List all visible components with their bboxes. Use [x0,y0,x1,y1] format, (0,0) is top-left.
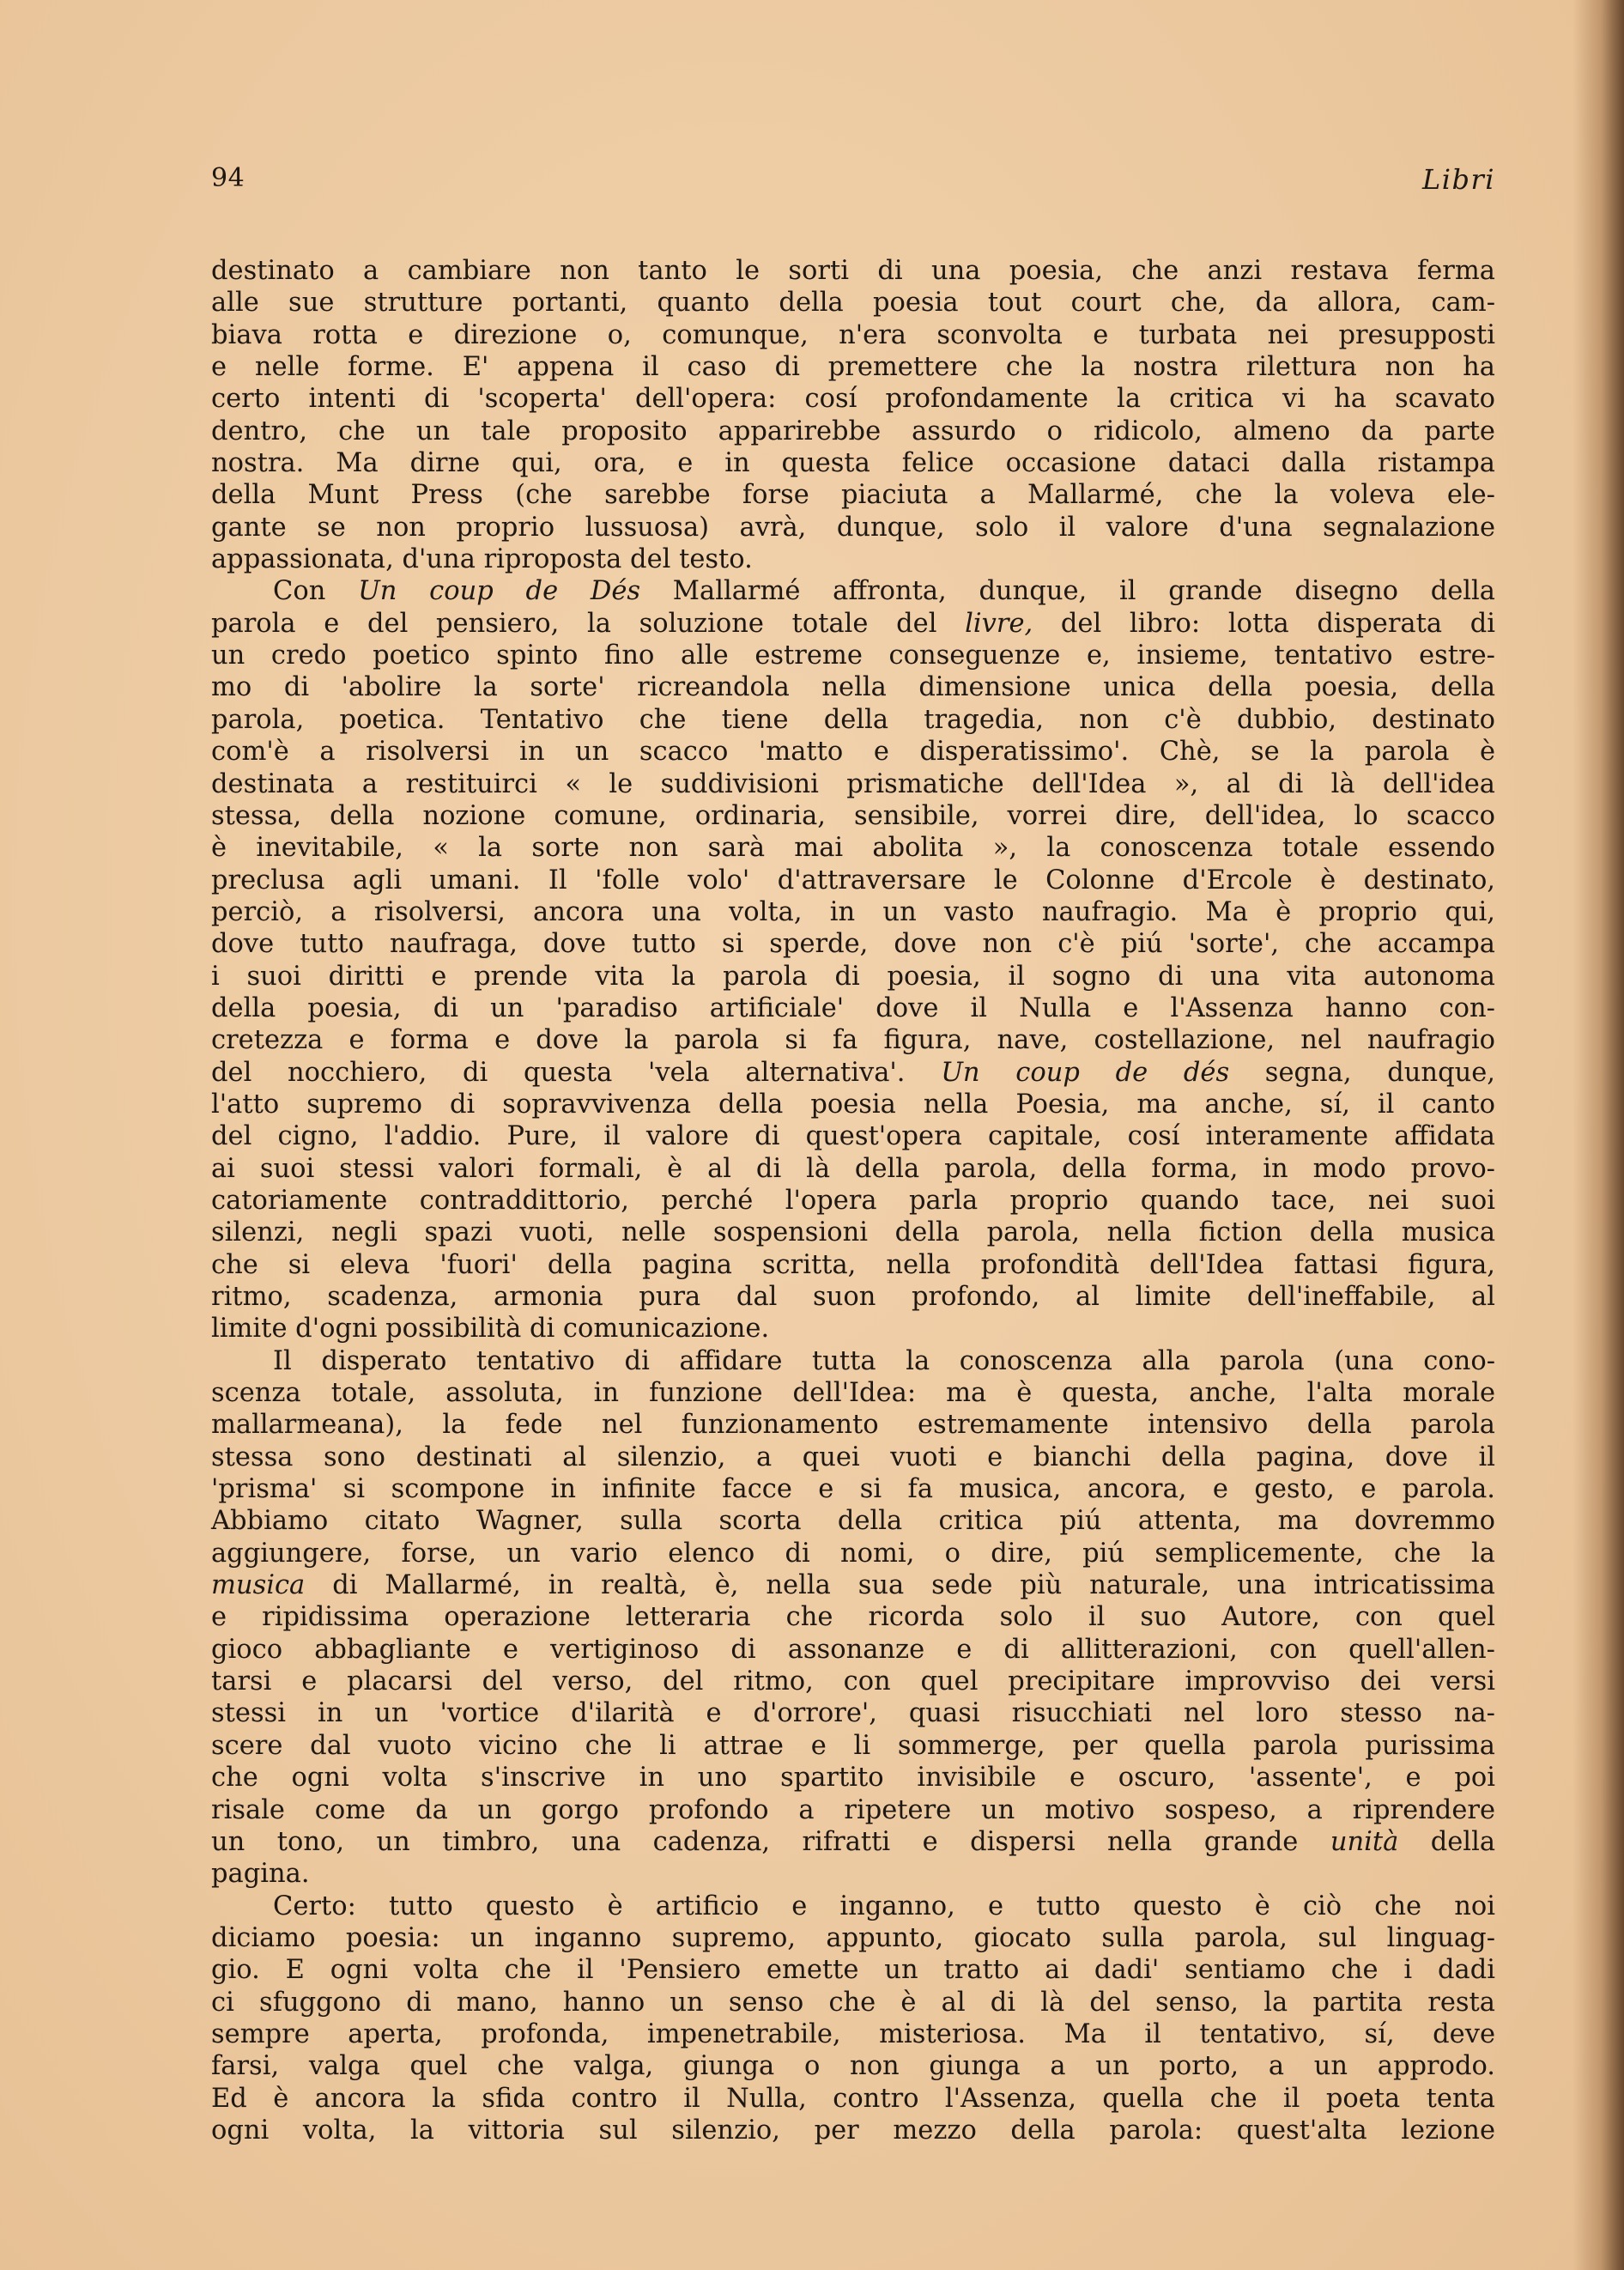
page-spine-shadow [1572,0,1624,2270]
text-line [211,447,1495,479]
text-line [211,896,1495,928]
text-line [211,1377,1495,1409]
text-line [211,1505,1495,1537]
italic-text: Un coup de dés [941,1057,1230,1088]
text-segment: sempre aperta, profonda, impenetrabile, misteriosa. Ma il tentativo, sí, deve [211,2018,1495,2049]
text-line [211,992,1495,1024]
text-segment: stessa, della nozione comune, ordinaria, sensibile, vorrei dire, dell'idea, lo scacco [211,800,1495,831]
text-segment: che si eleva 'fuori' della pagina scritta, nella profondità dell'Idea fattasi figura, [211,1249,1495,1280]
text-segment: segna, dunque, [1229,1057,1495,1088]
page-number: 94 [211,163,245,193]
text-line [211,1826,1495,1858]
text-line [211,1153,1495,1185]
text-segment: del libro: lotta disperata di [1033,608,1495,639]
text-line [211,255,1495,287]
body-text [211,255,1495,2146]
text-line [211,543,1495,575]
text-segment: gioco abbagliante e vertiginoso di assonanze e di allitterazioni, con quell'allen- [211,1634,1495,1665]
text-segment: ogni volta, la vittoria sul silenzio, per mezzo della parola: quest'alta lezione [211,2115,1495,2146]
text-segment: com'è a risolversi in un scacco 'matto e disperatissimo'. Chè, se la parola è [211,737,1495,768]
text-segment: Mallarmé affronta, dunque, il grande disegno della [640,576,1495,607]
text-line [211,704,1495,736]
text-segment: Il disperato tentativo di affidare tutta la conoscenza alla parola (una cono- [273,1345,1495,1376]
text-segment: dove tutto naufraga, dove tutto si sperde, dove non c'è piú 'sorte', che accampa [211,929,1495,960]
text-line [211,1057,1495,1089]
text-line [211,1858,1495,1890]
text-line [211,1538,1495,1569]
text-segment: ai suoi stessi valori formali, è al di là della parola, della forma, in modo provo- [211,1153,1495,1184]
text-line [211,2018,1495,2050]
text-line [211,1313,1495,1344]
text-segment: parola e del pensiero, la soluzione totale del [211,608,966,639]
text-line [211,383,1495,415]
text-line [211,800,1495,832]
text-segment: gante se non proprio lussuosa) avrà, dunque, solo il valore d'una segnalazione [211,512,1495,543]
text-line [211,1794,1495,1826]
text-segment: e nelle forme. E' appena il caso di premettere che la nostra rilettura non ha [211,352,1495,383]
text-segment: che ogni volta s'inscrive in uno spartito invisibile e oscuro, 'assente', e poi [211,1763,1495,1794]
text-segment: parola, poetica. Tentativo che tiene della tragedia, non c'è dubbio, destinato [211,704,1495,735]
text-segment: della poesia, di un 'paradiso artificiale' dove il Nulla e l'Assenza hanno con- [211,992,1495,1023]
text-segment: mallarmeana), la fede nel funzionamento estremamente intensivo della parola [211,1410,1495,1441]
italic-text: unità [1330,1826,1399,1857]
text-segment: certo intenti di 'scoperta' dell'opera: cosí profondamente la critica vi ha scavato [211,384,1495,415]
text-segment: ritmo, scadenza, armonia pura dal suon profondo, al limite dell'ineffabile, al [211,1282,1495,1312]
text-segment: pagina. [211,1859,310,1890]
text-line [211,1666,1495,1697]
text-segment: 'prisma' si scompone in infinite facce e si fa musica, ancora, e gesto, e parola. [211,1474,1495,1505]
text-segment: della Munt Press (che sarebbe forse piaciuta a Mallarmé, che la voleva ele- [211,480,1495,511]
text-segment: gio. E ogni volta che il 'Pensiero emette un tratto ai dadi' sentiamo che i dadi [211,1955,1495,1986]
text-line [211,1634,1495,1666]
italic-text: Un coup de Dés [358,576,641,607]
text-line [211,1120,1495,1152]
text-line [211,1442,1495,1473]
text-segment: Certo: tutto questo è artificio e inganno, e tutto questo è ciò che noi [273,1891,1495,1921]
text-line [211,479,1495,511]
text-line [211,1345,1495,1377]
text-segment: di Mallarmé, in realtà, è, nella sua sede più naturale, una intricatissima [305,1570,1495,1601]
text-segment: appassionata, d'una riproposta del testo. [211,544,753,575]
text-segment: è inevitabile, « la sorte non sarà mai abolita », la conoscenza totale essendo [211,833,1495,864]
text-line [211,1922,1495,1954]
text-segment: cretezza e forma e dove la parola si fa figura, nave, costellazione, nel naufragio [211,1025,1495,1056]
text-line [211,1762,1495,1794]
text-line [211,1024,1495,1056]
text-line [211,928,1495,960]
text-segment: preclusa agli umani. Il 'folle volo' d'attraversare le Colonne d'Ercole è destinato, [211,865,1495,895]
italic-text: musica [211,1570,306,1601]
text-segment: ci sfuggono di mano, hanno un senso che è al di là del senso, la partita resta [211,1987,1495,2018]
text-line [211,1697,1495,1729]
text-segment: destinata a restituirci « le suddivisioni prismatiche dell'Idea », al di là dell'idea [211,768,1495,799]
text-segment: un credo poetico spinto fino alle estreme conseguenze e, insieme, tentativo estre- [211,640,1495,671]
text-segment: stessa sono destinati al silenzio, a quei vuoti e bianchi della pagina, dove il [211,1442,1495,1472]
text-segment: un tono, un timbro, una cadenza, rifratti e dispersi nella grande [211,1826,1330,1857]
text-segment: scenza totale, assoluta, in funzione dell'Idea: ma è questa, anche, l'alta morale [211,1378,1495,1409]
text-segment: destinato a cambiare non tanto le sorti di una poesia, che anzi restava ferma [211,256,1495,286]
text-line [211,1473,1495,1505]
text-line [211,1185,1495,1217]
text-line [211,1089,1495,1120]
text-segment: silenzi, negli spazi vuoti, nelle sospensioni della parola, nella fiction della musica [211,1217,1495,1248]
text-line [211,416,1495,447]
text-segment: mo di 'abolire la sorte' ricreandola nella dimensione unica della poesia, della [211,672,1495,703]
text-line [211,608,1495,640]
text-line [211,736,1495,768]
page-header [211,163,1495,206]
text-line [211,319,1495,351]
text-line [211,832,1495,864]
text-segment: dentro, che un tale proposito apparirebbe assurdo o ridicolo, almeno da parte [211,416,1495,446]
text-line [211,1409,1495,1441]
text-segment: aggiungere, forse, un vario elenco di nomi, o dire, piú semplicemente, che la [211,1538,1495,1569]
text-line [211,1954,1495,1986]
text-line [211,2050,1495,2082]
text-segment: limite d'ogni possibilità di comunicazione. [211,1314,770,1344]
text-segment: Ed è ancora la sfida contro il Nulla, contro l'Assenza, quella che il poeta tenta [211,2083,1495,2114]
text-segment: i suoi diritti e prende vita la parola di poesia, il sogno di una vita autonoma [211,961,1495,992]
text-segment: biava rotta e direzione o, comunque, n'era sconvolta e turbata nei presupposti [211,319,1495,350]
text-line [211,1601,1495,1633]
text-segment: farsi, valga quel che valga, giunga o non giunga a un porto, a un approdo. [211,2051,1495,2082]
text-segment: Abbiamo citato Wagner, sulla scorta della critica piú attenta, ma dovremmo [211,1506,1495,1537]
text-segment: scere dal vuoto vicino che li attrae e li sommerge, per quella parola purissima [211,1730,1495,1761]
text-segment: tarsi e placarsi del verso, del ritmo, con quel precipitare improvviso dei versi [211,1666,1495,1697]
text-segment: risale come da un gorgo profondo a ripetere un motivo sospeso, a riprendere [211,1794,1495,1825]
text-segment: del cigno, l'addio. Pure, il valore di quest'opera capitale, cosí interamente affidata [211,1121,1495,1152]
text-line [211,1281,1495,1313]
text-segment: della [1398,1826,1496,1857]
text-line [211,2115,1495,2146]
text-line [211,865,1495,896]
text-segment: stessi in un 'vortice d'ilarità e d'orrore', quasi risucchiati nel loro stesso na- [211,1698,1495,1729]
text-segment: del nocchiero, di questa 'vela alternativa'. [211,1057,942,1088]
text-line [211,640,1495,671]
text-line [211,1987,1495,2018]
text-line [211,768,1495,800]
text-line [211,1730,1495,1762]
running-head: Libri [1422,163,1495,196]
text-line [211,671,1495,703]
text-line [211,287,1495,319]
text-segment: alle sue strutture portanti, quanto della poesia tout court che, da allora, cam- [211,288,1495,319]
text-line [211,351,1495,383]
text-segment: perciò, a risolversi, ancora una volta, in un vasto naufragio. Ma è proprio qui, [211,896,1495,927]
text-segment: catoriamente contraddittorio, perché l'opera parla proprio quando tace, nei suoi [211,1185,1495,1216]
text-line [211,575,1495,607]
text-segment: nostra. Ma dirne qui, ora, e in questa felice occasione dataci dalla ristampa [211,448,1495,479]
text-line [211,1249,1495,1281]
text-segment: Con [273,576,359,607]
text-line [211,1569,1495,1601]
italic-text: livre, [965,608,1033,639]
text-line [211,1891,1495,1922]
text-line [211,1217,1495,1248]
text-line [211,512,1495,543]
text-line [211,2083,1495,2115]
text-segment: e ripidissima operazione letteraria che ricorda solo il suo Autore, con quel [211,1602,1495,1633]
text-line [211,961,1495,992]
text-segment: diciamo poesia: un inganno supremo, appunto, giocato sulla parola, sul linguag- [211,1922,1495,1953]
text-segment: l'atto supremo di sopravvivenza della poesia nella Poesia, ma anche, sí, il canto [211,1089,1495,1120]
